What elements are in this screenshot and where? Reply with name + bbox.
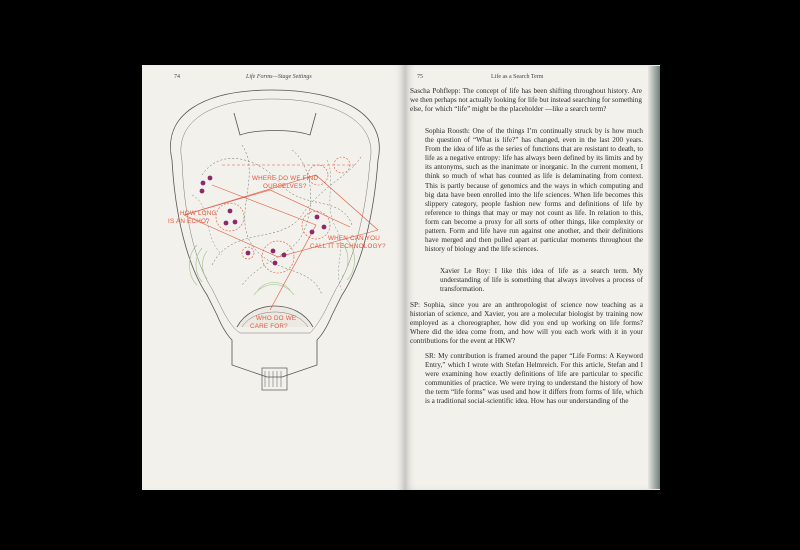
left-running-head: Life Forms—Stage Settings xyxy=(246,74,312,80)
right-page xyxy=(405,65,660,490)
paragraph-sp-question: SP: Sophia, since you are an anthropologist of science now teaching as a historian of science, and Xavier, you are a molecular biologist by training now employed as a choreographer, how did you end up working on life forms? Where did the idea come from, and how will you each work with it in your contributions for the event at HKW? xyxy=(410,301,643,346)
book-edge xyxy=(648,66,660,489)
paragraph-le-roy: Xavier Le Roy: I like this idea of life as a search term. My understanding of life is something that always involves a process of transformation. xyxy=(440,267,643,294)
label-tech-2: CALL IT TECHNOLOGY? xyxy=(310,243,386,250)
entrance-stairs xyxy=(262,368,287,390)
paragraph-pohflepp: Sascha Pohflepp: The concept of life has been shifting throughout history. Are we then perhaps not actually looking for life but instead searching for something else, for which “life” might be the placeholder —like a search term? xyxy=(410,87,642,114)
left-page xyxy=(142,65,405,490)
label-echo-2: IS AN ECHO? xyxy=(168,218,210,225)
right-page-number: 75 xyxy=(417,74,423,80)
label-care-2: CARE FOR? xyxy=(250,323,288,330)
stage-floor-plan-diagram xyxy=(142,65,405,490)
label-where-2: OURSELVES? xyxy=(263,183,307,190)
label-tech-1: WHEN CAN YOU xyxy=(328,235,380,242)
venue-outline xyxy=(170,90,379,377)
paragraph-roosth: Sophia Roosth: One of the things I’m continually struck by is how much the question of “What is life?” has changed, even in the last 200 years. From the idea of life as the series of functions that are resistant to death, to life as a negative entropy: life has always been defined by its limits and by its antonyms, such as the inanimate or inorganic. In the current moment, I think so much of what has counted as life is delaminating from context. This is partly because of genomics and the ways in which computing and big data have been enrolled into the life sciences. When life becomes this slippery category, people fashion new forms and definitions of life by reference to things that may or may not count as life. In relation to this, form can become a proxy for all sorts of other things, like complexity or pattern. Form and life have run against one another, and their definitions have merged and then pulled apart at particular moments throughout the history of biology and the life sciences. xyxy=(425,127,643,254)
paragraph-sr-answer: SR: My contribution is framed around the paper “Life Forms: A Keyword Entry,” which I wrote with Stefan Helmreich. For this article, Stefan and I were examining how exactly definitions of life are particular to specific communities of practice. We were trying to understand the history of how the term “life forms” was used and how it differs from forms of life, which is a traditional social-scientific idea. How has our understanding of the xyxy=(425,352,643,406)
label-where-1: WHERE DO WE FIND xyxy=(252,175,319,182)
right-running-head: Life as a Search Term xyxy=(491,74,544,80)
left-page-number: 74 xyxy=(174,74,180,80)
upper-stage xyxy=(234,113,316,135)
label-echo-1: HOW LONG xyxy=(180,210,217,217)
label-care-1: WHO DO WE xyxy=(256,315,297,322)
